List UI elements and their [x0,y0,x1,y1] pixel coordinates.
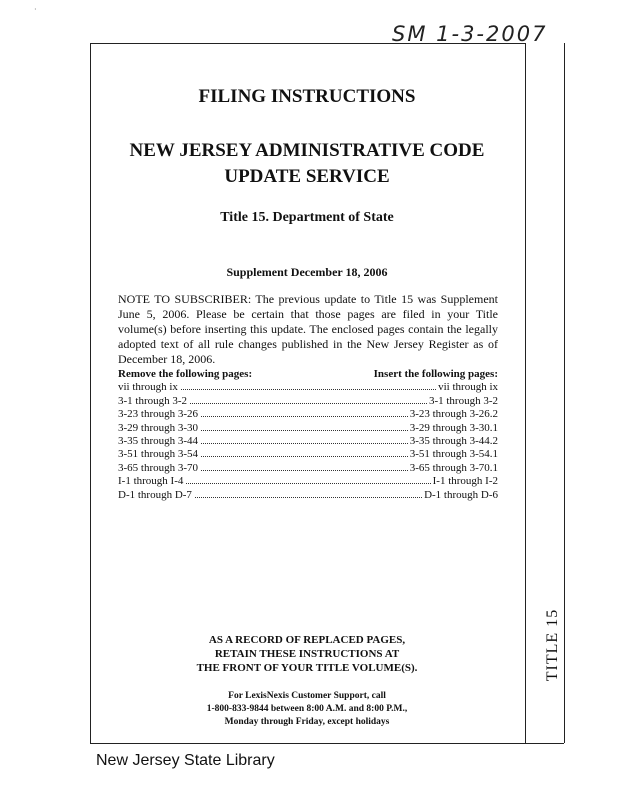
record-line3: THE FRONT OF YOUR TITLE VOLUME(S). [196,662,418,674]
record-line1: AS A RECORD OF REPLACED PAGES, [208,634,406,646]
list-row [118,475,498,488]
remove-pages: I-1 through I-4 [118,475,184,488]
insert-pages: 3-35 through 3-44.2 [409,435,498,448]
insert-pages: 3-1 through 3-2 [428,394,498,407]
list-row [118,448,498,461]
remove-pages: 3-29 through 3-30 [118,421,199,434]
remove-pages: 3-35 through 3-44 [118,435,199,448]
list-row [118,435,498,448]
subheading [90,138,524,190]
title-line: Title 15. Department of State [220,210,394,225]
remove-pages: 3-51 through 3-54 [118,448,199,461]
leader-dots [201,416,408,417]
library-stamp: New Jersey State Library [96,752,275,769]
support-line1: For LexisNexis Customer Support, call [228,691,386,701]
list-row [118,408,498,421]
insert-pages: vii through ix [438,381,498,394]
support-line2: 1-800-833-9844 between 8:00 A.M. and 8:00 P.M., [206,704,408,714]
leader-dots [195,497,422,498]
leader-dots [186,483,430,484]
supplement-date: Supplement December 18, 2006 [226,265,388,279]
leader-dots [201,430,408,431]
remove-pages: 3-23 through 3-26 [118,408,199,421]
support-info [90,690,524,729]
remove-pages: vii through ix [118,381,178,394]
insert-pages: I-1 through I-2 [432,475,498,488]
side-rule [564,43,565,743]
leader-dots [201,443,408,444]
list-row [118,422,498,435]
note-to-subscriber: NOTE TO SUBSCRIBER: The previous update to Title 15 was Supplement June 5, 2006. Please be certain that those pages are filed in your Title volume(s) before inserting this update. The enclosed pages contain the legally adopted text of all rule changes published in the New Jersey Register as of December 18, 2006. [118,292,498,366]
list-row [118,489,498,502]
remove-pages: 3-1 through 3-2 [118,394,188,407]
list-row [118,381,498,394]
subheading-line1: NEW JERSEY ADMINISTRATIVE CODE [129,140,485,161]
remove-pages: D-1 through D-7 [118,488,192,501]
list-row [118,395,498,408]
list-rows [118,381,498,502]
insert-pages: 3-51 through 3-54.1 [409,448,498,461]
record-notice [90,633,524,675]
side-tab-label: TITLE 15 [544,608,562,682]
leader-dots [190,403,427,404]
insert-pages: 3-29 through 3-30.1 [409,421,498,434]
support-line3: Monday through Friday, except holidays [224,717,390,727]
remove-pages: 3-65 through 3-70 [118,461,199,474]
leader-dots [181,389,436,390]
side-tab [543,585,563,705]
handwritten-note: SM 1-3-2007 [392,22,548,46]
insert-pages: 3-23 through 3-26.2 [409,408,498,421]
insert-pages: D-1 through D-6 [424,488,498,501]
record-line2: RETAIN THESE INSTRUCTIONS AT [214,648,400,660]
list-row [118,462,498,475]
heading: FILING INSTRUCTIONS [198,86,416,107]
leader-dots [201,456,408,457]
subheading-line2: UPDATE SERVICE [224,166,390,187]
page-list [118,368,498,502]
bottom-rule [90,743,564,744]
insert-header: Insert the following pages: [373,368,498,380]
remove-header: Remove the following pages: [118,368,253,380]
list-header [118,368,498,381]
corner-mark: · [34,5,37,14]
insert-pages: 3-65 through 3-70.1 [409,461,498,474]
leader-dots [201,470,408,471]
